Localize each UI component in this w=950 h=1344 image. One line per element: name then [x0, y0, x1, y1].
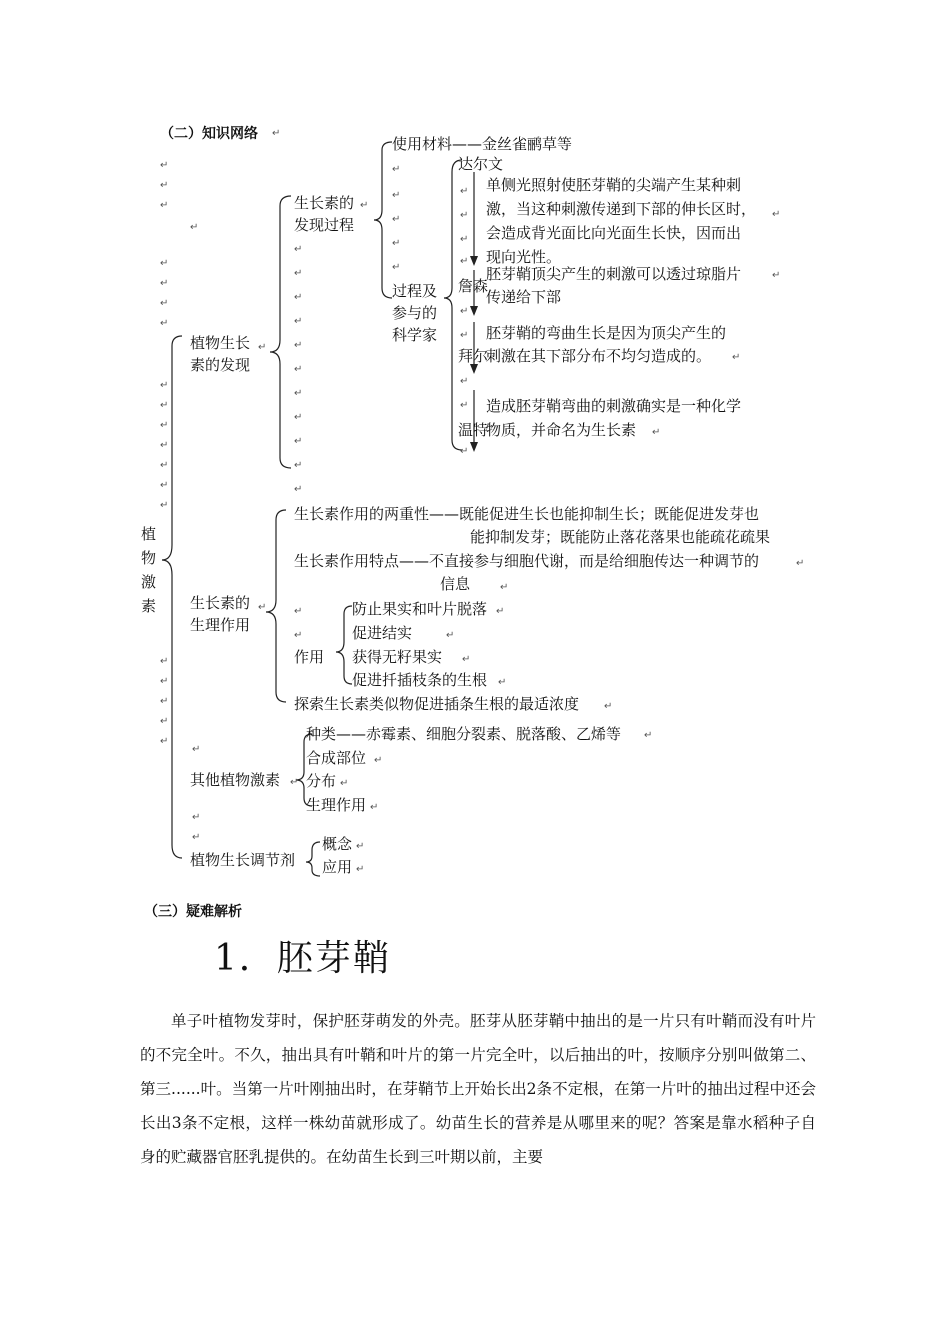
scientist-darwin: 达尔文: [458, 155, 504, 173]
darwin-desc-line-3: 会造成背光面比向光面生长快，因而出: [486, 224, 742, 242]
tree-node-function: 作用: [294, 648, 325, 666]
body-paragraph: 单子叶植物发芽时，保护胚芽萌发的外壳。胚芽从胚芽鞘中抽出的是一片只有叶鞘而没有叶片的不完全叶。不久，抽出具有叶鞘和叶片的第一片完全叶，以后抽出的叶，按顺序分别叫做第二、第三......叶。当第一片叶刚抽出时，在芽鞘节上开始长出2条不定根，在第一片叶的抽出过程中还会长出3条不定根，这样一株幼苗就形成了。幼苗生长的营养是从哪里来的呢？答案是靠水稻种子自身的贮藏器官胚乳提供的。在幼苗生长到三叶期以前，主要: [140, 1012, 816, 1166]
scientist-jensen: 詹森: [458, 277, 489, 295]
function-item: 获得无籽果实: [352, 648, 443, 666]
other-item: 合成部位: [306, 749, 367, 767]
scientist-went: 温特: [458, 421, 489, 439]
tree-node-explore: 探索生长素类似物促进插条生根的最适浓度: [294, 695, 580, 713]
function-item: 防止果实和叶片脱落: [352, 600, 488, 618]
section-heading-network: （二）知识网络: [160, 126, 258, 142]
darwin-desc-line-1: 单侧光照射使胚芽鞘的尖端产生某种刺: [486, 176, 742, 194]
function-item: 促进结实: [352, 624, 413, 642]
other-item: 分布: [306, 772, 337, 790]
scientist-paal: 拜尔: [458, 347, 489, 365]
darwin-desc-line-4: 现向光性。: [486, 248, 562, 266]
duality-line-1: 生长素作用的两重性——既能促进生长也能抑制生长；既能促进发芽也: [294, 505, 760, 523]
section-heading-difficulties: （三）疑难解析: [144, 904, 242, 920]
tree-node-discovery: 植物生长素的发现: [190, 334, 251, 374]
feature-line-1: 生长素作用特点——不直接参与细胞代谢，而是给细胞传达一种调节的: [294, 552, 760, 570]
tree-node-physiology: 生长素的生理作用: [190, 594, 251, 634]
darwin-desc-line-2: 激，当这种刺激传递到下部的伸长区时，: [486, 200, 757, 218]
tree-root-label: 植物激素: [141, 525, 157, 615]
paal-desc-line-1: 胚芽鞘的弯曲生长是因为顶尖产生的: [486, 324, 727, 342]
went-desc-line-2: 物质，并命名为生长素: [486, 421, 637, 439]
went-desc-line-1: 造成胚芽鞘弯曲的刺激确实是一种化学: [486, 397, 742, 415]
tree-node-materials: 使用材料——金丝雀鹂草等: [392, 135, 573, 153]
tree-node-regulator: 植物生长调节剂: [190, 851, 296, 869]
tree-node-other-hormones: 其他植物激素: [190, 771, 281, 789]
function-item: 促进扦插枝条的生根: [352, 671, 488, 689]
tree-node-discovery-process: 生长素的发现过程: [294, 194, 355, 234]
regulator-item: 应用: [322, 858, 353, 876]
other-item: 种类——赤霉素、细胞分裂素、脱落酸、乙烯等: [306, 725, 622, 743]
other-item: 生理作用: [306, 796, 367, 814]
page-title: 1．胚芽鞘: [214, 938, 391, 979]
duality-line-2: 能抑制发芽；既能防止落花落果也能疏花疏果: [470, 528, 771, 546]
paal-desc-line-2: 刺激在其下部分布不均匀造成的。: [486, 347, 712, 365]
jensen-desc-line-2: 传递给下部: [486, 288, 562, 306]
feature-line-2: 信息: [440, 575, 471, 593]
tree-node-scientists: 过程及参与的科学家: [392, 282, 438, 344]
jensen-desc-line-1: 胚芽鞘顶尖产生的刺激可以透过琼脂片: [486, 265, 742, 283]
regulator-item: 概念: [322, 835, 353, 853]
